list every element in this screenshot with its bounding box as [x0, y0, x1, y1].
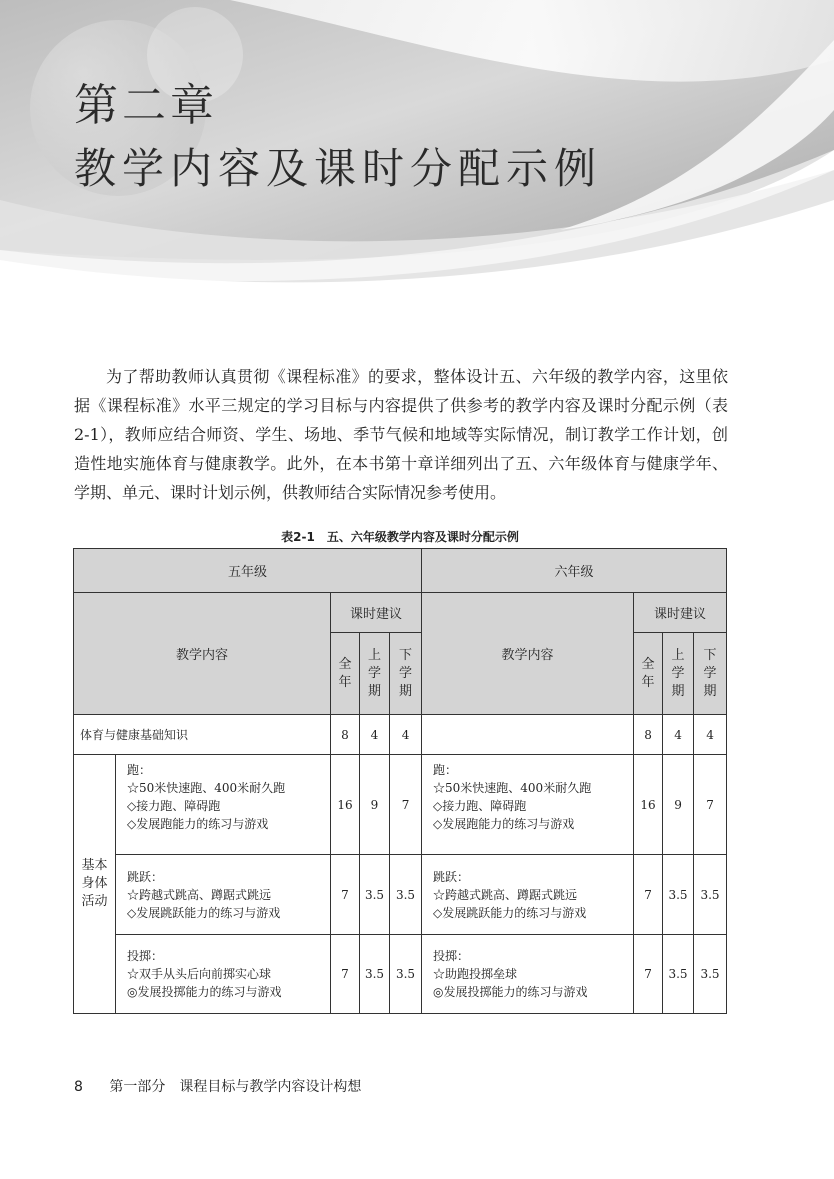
- grade6-second-cell: 7: [694, 755, 727, 855]
- grade5-second-cell: 3.5: [390, 935, 422, 1014]
- grade6-content-cell: 跑： ☆50米快速跑、400米耐久跑 ◇接力跑、障碍跑 ◇发展跑能力的练习与游戏: [422, 755, 634, 855]
- grade6-second-term-header: 下学期: [694, 633, 727, 715]
- running-footer-section: 第一部分 课程目标与教学内容设计构想: [109, 1079, 362, 1095]
- grade5-first-cell: 3.5: [360, 855, 390, 935]
- grade6-full-cell: 16: [634, 755, 663, 855]
- page-number: 8: [74, 1079, 83, 1095]
- grade5-full-cell: 7: [331, 935, 360, 1014]
- grade6-content-header: 教学内容: [422, 593, 634, 715]
- grade6-second-cell: 3.5: [694, 855, 727, 935]
- curriculum-table: [73, 548, 727, 1014]
- grade6-first-term-header: 上学期: [663, 633, 694, 715]
- grade5-full-cell: 16: [331, 755, 360, 855]
- grade6-content-cell: 跳跃： ☆跨越式跳高、蹲踞式跳远 ◇发展跳跃能力的练习与游戏: [422, 855, 634, 935]
- grade6-header: 六年级: [422, 549, 727, 593]
- grade5-hours-header: 课时建议: [331, 593, 422, 633]
- grade5-first-cell: 4: [360, 715, 390, 755]
- grade6-content-cell: [422, 715, 634, 755]
- grade5-second-term-header: 下学期: [390, 633, 422, 715]
- grade6-full-cell: 7: [634, 935, 663, 1014]
- grade6-second-cell: 3.5: [694, 935, 727, 1014]
- grade5-first-cell: 3.5: [360, 935, 390, 1014]
- grade6-full-cell: 8: [634, 715, 663, 755]
- grade6-first-cell: 9: [663, 755, 694, 855]
- grade6-full-cell: 7: [634, 855, 663, 935]
- grade6-hours-header: 课时建议: [634, 593, 727, 633]
- table-row: [74, 715, 727, 755]
- table-row: [74, 855, 727, 935]
- intro-paragraph: 为了帮助教师认真贯彻《课程标准》的要求，整体设计五、六年级的教学内容，这里依据《课程标准》水平三规定的学习目标与内容提供了供参考的教学内容及课时分配示例（表2-1），教师应结合师资、学生、场地、季节气候和地域等实际情况，制订教学工作计划，创造性地实施体育与健康教学。此外，在本书第十章详细列出了五、六年级体育与健康学年、学期、单元、课时计划示例，供教师结合实际情况参考使用。: [74, 367, 728, 502]
- grade5-header: 五年级: [74, 549, 422, 593]
- table-caption: 表2-1 五、六年级教学内容及课时分配示例: [281, 530, 519, 544]
- grade5-content-cell: 投掷： ☆双手从头后向前掷实心球 ◎发展投掷能力的练习与游戏: [116, 935, 331, 1014]
- grade6-content-cell: 投掷： ☆助跑投掷垒球 ◎发展投掷能力的练习与游戏: [422, 935, 634, 1014]
- grade5-full-year-header: 全年: [331, 633, 360, 715]
- table-row: [74, 935, 727, 1014]
- grade5-content-cell: 体育与健康基础知识: [74, 715, 331, 755]
- chapter-title: 教学内容及课时分配示例: [74, 144, 603, 193]
- grade6-first-cell: 3.5: [663, 855, 694, 935]
- grade6-first-cell: 4: [663, 715, 694, 755]
- grade5-content-header: 教学内容: [74, 593, 331, 715]
- grade5-first-term-header: 上学期: [360, 633, 390, 715]
- grade6-full-year-header: 全年: [634, 633, 663, 715]
- grade5-first-cell: 9: [360, 755, 390, 855]
- category-cell: 基本身体活动: [74, 755, 116, 1014]
- table-row: [74, 755, 727, 855]
- grade5-content-cell: 跳跃： ☆跨越式跳高、蹲踞式跳远 ◇发展跳跃能力的练习与游戏: [116, 855, 331, 935]
- chapter-label: 第二章: [74, 80, 218, 131]
- page-footer: [74, 1076, 361, 1096]
- grade6-second-cell: 4: [694, 715, 727, 755]
- grade5-full-cell: 8: [331, 715, 360, 755]
- grade5-content-cell: 跑： ☆50米快速跑、400米耐久跑 ◇接力跑、障碍跑 ◇发展跑能力的练习与游戏: [116, 755, 331, 855]
- grade5-second-cell: 3.5: [390, 855, 422, 935]
- grade5-second-cell: 7: [390, 755, 422, 855]
- grade5-full-cell: 7: [331, 855, 360, 935]
- grade5-second-cell: 4: [390, 715, 422, 755]
- grade6-first-cell: 3.5: [663, 935, 694, 1014]
